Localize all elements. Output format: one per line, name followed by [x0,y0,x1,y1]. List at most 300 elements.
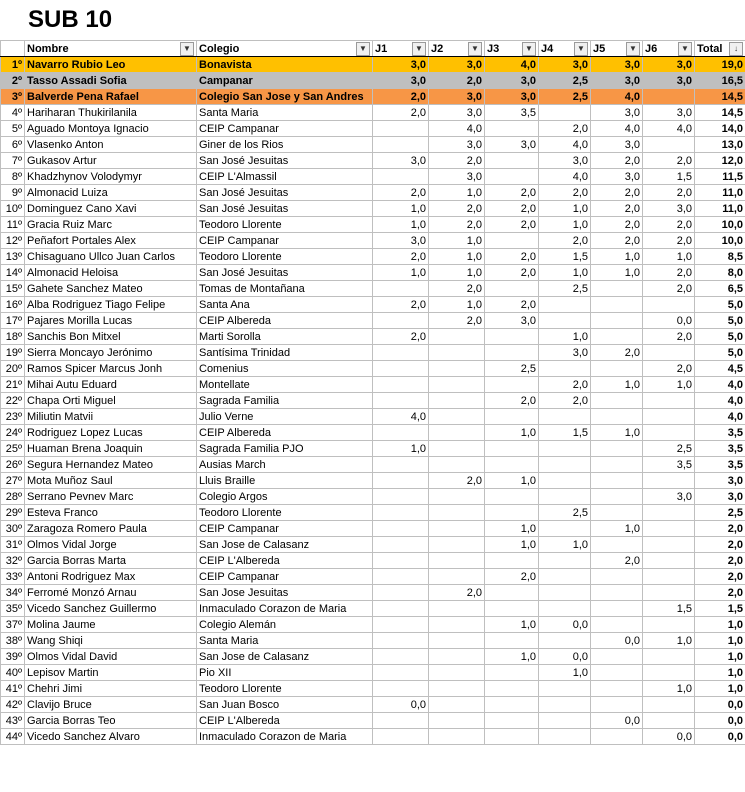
j1-cell[interactable]: 2,0 [373,89,429,105]
rank-cell[interactable]: 16º [1,297,25,313]
j6-cell[interactable]: 1,5 [643,601,695,617]
total-cell[interactable]: 8,0 [695,265,745,281]
j1-cell[interactable]: 2,0 [373,297,429,313]
j5-cell[interactable] [591,537,643,553]
j2-cell[interactable] [429,457,485,473]
j2-cell[interactable] [429,393,485,409]
j4-cell[interactable] [539,601,591,617]
school-cell[interactable]: Tomas de Montañana [197,281,373,297]
j5-cell[interactable] [591,393,643,409]
j3-cell[interactable] [485,489,539,505]
total-cell[interactable]: 4,5 [695,361,745,377]
j3-cell[interactable] [485,729,539,745]
j4-cell[interactable]: 1,0 [539,265,591,281]
name-cell[interactable]: Chehri Jimi [25,681,197,697]
rank-cell[interactable]: 23º [1,409,25,425]
total-cell[interactable]: 2,0 [695,553,745,569]
total-cell[interactable]: 2,5 [695,505,745,521]
j3-cell[interactable]: 2,0 [485,249,539,265]
j4-cell[interactable]: 2,0 [539,377,591,393]
rank-cell[interactable]: 34º [1,585,25,601]
total-cell[interactable]: 5,0 [695,329,745,345]
name-cell[interactable]: Pajares Morilla Lucas [25,313,197,329]
j5-cell[interactable]: 3,0 [591,73,643,89]
total-cell[interactable]: 5,0 [695,345,745,361]
name-cell[interactable]: Clavijo Bruce [25,697,197,713]
name-cell[interactable]: Vicedo Sanchez Alvaro [25,729,197,745]
j2-cell[interactable] [429,713,485,729]
j1-cell[interactable] [373,169,429,185]
total-cell[interactable]: 4,0 [695,377,745,393]
total-cell[interactable]: 14,5 [695,89,745,105]
j5-cell[interactable]: 3,0 [591,169,643,185]
j5-cell[interactable] [591,697,643,713]
j5-cell[interactable]: 4,0 [591,89,643,105]
j3-cell[interactable] [485,121,539,137]
j2-cell[interactable] [429,649,485,665]
name-cell[interactable]: Sanchis Bon Mitxel [25,329,197,345]
j1-cell[interactable] [373,345,429,361]
total-cell[interactable]: 12,0 [695,153,745,169]
j3-cell[interactable] [485,665,539,681]
name-cell[interactable]: Hariharan Thukirilanila [25,105,197,121]
j3-cell[interactable] [485,713,539,729]
j2-cell[interactable]: 2,0 [429,153,485,169]
school-cell[interactable]: Julio Verne [197,409,373,425]
j5-cell[interactable] [591,681,643,697]
rank-cell[interactable]: 28º [1,489,25,505]
total-cell[interactable]: 3,5 [695,425,745,441]
name-cell[interactable]: Almonacid Luiza [25,185,197,201]
j1-cell[interactable] [373,521,429,537]
school-cell[interactable]: San José Jesuitas [197,201,373,217]
total-cell[interactable]: 10,0 [695,217,745,233]
total-cell[interactable]: 10,0 [695,233,745,249]
j6-cell[interactable] [643,697,695,713]
j5-cell[interactable]: 3,0 [591,57,643,73]
j4-cell[interactable] [539,681,591,697]
j4-cell[interactable] [539,473,591,489]
rank-cell[interactable]: 27º [1,473,25,489]
j6-cell[interactable] [643,345,695,361]
j3-cell[interactable]: 3,0 [485,313,539,329]
j4-cell[interactable] [539,409,591,425]
name-cell[interactable]: Wang Shiqi [25,633,197,649]
j3-cell[interactable]: 2,0 [485,393,539,409]
rank-cell[interactable]: 17º [1,313,25,329]
j4-cell[interactable]: 2,0 [539,393,591,409]
j3-cell[interactable]: 3,0 [485,73,539,89]
rank-cell[interactable]: 21º [1,377,25,393]
j1-cell[interactable]: 2,0 [373,185,429,201]
name-cell[interactable]: Navarro Rubio Leo [25,57,197,73]
j6-cell[interactable]: 2,5 [643,441,695,457]
name-cell[interactable]: Dominguez Cano Xavi [25,201,197,217]
total-cell[interactable]: 2,0 [695,521,745,537]
total-header[interactable] [695,41,745,57]
j6-cell[interactable] [643,553,695,569]
j5-cell[interactable] [591,441,643,457]
j2-cell[interactable]: 3,0 [429,169,485,185]
j3-cell[interactable] [485,153,539,169]
j1-cell[interactable] [373,537,429,553]
j1-cell[interactable] [373,601,429,617]
j2-cell[interactable] [429,505,485,521]
name-cell[interactable]: Miliutin Matvii [25,409,197,425]
rank-cell[interactable]: 44º [1,729,25,745]
total-cell[interactable]: 1,0 [695,649,745,665]
j4-cell[interactable] [539,105,591,121]
j1-cell[interactable]: 3,0 [373,153,429,169]
school-cell[interactable]: CEIP Campanar [197,521,373,537]
j3-cell[interactable]: 1,0 [485,537,539,553]
school-cell[interactable]: Teodoro Llorente [197,681,373,697]
j4-header[interactable] [539,41,591,57]
school-cell[interactable]: San Juan Bosco [197,697,373,713]
j1-cell[interactable]: 3,0 [373,73,429,89]
j5-cell[interactable]: 3,0 [591,105,643,121]
j2-cell[interactable] [429,633,485,649]
j6-cell[interactable] [643,505,695,521]
j5-cell[interactable]: 1,0 [591,377,643,393]
j3-cell[interactable]: 2,0 [485,265,539,281]
j1-cell[interactable] [373,681,429,697]
name-cell[interactable]: Chapa Orti Miguel [25,393,197,409]
j4-cell[interactable]: 1,5 [539,249,591,265]
name-cell[interactable]: Alba Rodriguez Tiago Felipe [25,297,197,313]
school-cell[interactable]: Pio XII [197,665,373,681]
name-cell[interactable]: Vicedo Sanchez Guillermo [25,601,197,617]
j5-header[interactable] [591,41,643,57]
rank-cell[interactable]: 25º [1,441,25,457]
name-cell[interactable]: Segura Hernandez Mateo [25,457,197,473]
j6-cell[interactable] [643,425,695,441]
j2-cell[interactable] [429,569,485,585]
j5-cell[interactable] [591,297,643,313]
rank-cell[interactable]: 14º [1,265,25,281]
rank-cell[interactable]: 22º [1,393,25,409]
total-cell[interactable]: 1,0 [695,633,745,649]
total-cell[interactable]: 4,0 [695,409,745,425]
j3-cell[interactable] [485,377,539,393]
j1-cell[interactable] [373,281,429,297]
j2-cell[interactable] [429,697,485,713]
j3-cell[interactable] [485,553,539,569]
j1-header[interactable] [373,41,429,57]
colegio-header[interactable] [197,41,373,57]
j6-cell[interactable]: 3,5 [643,457,695,473]
rank-cell[interactable]: 6º [1,137,25,153]
j1-cell[interactable] [373,137,429,153]
name-cell[interactable]: Antoni Rodriguez Max [25,569,197,585]
school-cell[interactable]: Lluis Braille [197,473,373,489]
j2-cell[interactable]: 1,0 [429,185,485,201]
j2-cell[interactable]: 3,0 [429,89,485,105]
j2-cell[interactable] [429,409,485,425]
j6-cell[interactable] [643,521,695,537]
j6-header[interactable] [643,41,695,57]
total-cell[interactable]: 0,0 [695,713,745,729]
j2-cell[interactable] [429,441,485,457]
school-cell[interactable]: CEIP L'Albereda [197,553,373,569]
school-cell[interactable]: CEIP L'Almassil [197,169,373,185]
j3-cell[interactable]: 3,0 [485,89,539,105]
total-cell[interactable]: 3,5 [695,457,745,473]
j3-cell[interactable] [485,233,539,249]
j2-cell[interactable] [429,681,485,697]
j5-cell[interactable]: 2,0 [591,217,643,233]
rank-cell[interactable]: 13º [1,249,25,265]
j5-cell[interactable] [591,281,643,297]
j2-cell[interactable]: 2,0 [429,313,485,329]
j1-cell[interactable]: 2,0 [373,105,429,121]
school-cell[interactable]: CEIP Albereda [197,313,373,329]
rank-cell[interactable]: 20º [1,361,25,377]
name-cell[interactable]: Ferromé Monzó Arnau [25,585,197,601]
j4-cell[interactable]: 2,5 [539,73,591,89]
j6-cell[interactable] [643,409,695,425]
j3-cell[interactable]: 2,0 [485,217,539,233]
school-cell[interactable]: Santa Maria [197,633,373,649]
total-cell[interactable]: 16,5 [695,73,745,89]
total-cell[interactable]: 3,0 [695,473,745,489]
school-cell[interactable]: Santa Maria [197,105,373,121]
school-cell[interactable]: CEIP Campanar [197,121,373,137]
j5-cell[interactable] [591,313,643,329]
j3-cell[interactable]: 1,0 [485,649,539,665]
rank-cell[interactable]: 10º [1,201,25,217]
j5-cell[interactable] [591,665,643,681]
j4-cell[interactable]: 2,0 [539,121,591,137]
j4-cell[interactable] [539,585,591,601]
j6-cell[interactable]: 4,0 [643,121,695,137]
school-cell[interactable]: Teodoro Llorente [197,249,373,265]
j6-cell[interactable] [643,585,695,601]
j1-cell[interactable] [373,489,429,505]
j5-cell[interactable] [591,505,643,521]
name-cell[interactable]: Zaragoza Romero Paula [25,521,197,537]
name-cell[interactable]: Chisaguano Ullco Juan Carlos [25,249,197,265]
j4-cell[interactable] [539,553,591,569]
j3-cell[interactable] [485,457,539,473]
j1-cell[interactable]: 1,0 [373,201,429,217]
sort-descending-icon[interactable]: ↓ [729,42,743,56]
j4-cell[interactable]: 2,5 [539,281,591,297]
total-cell[interactable]: 6,5 [695,281,745,297]
j1-cell[interactable]: 1,0 [373,265,429,281]
total-cell[interactable]: 0,0 [695,697,745,713]
j4-cell[interactable]: 3,0 [539,345,591,361]
name-cell[interactable]: Gahete Sanchez Mateo [25,281,197,297]
j2-cell[interactable]: 3,0 [429,57,485,73]
j2-cell[interactable] [429,425,485,441]
school-cell[interactable]: CEIP Albereda [197,425,373,441]
j2-cell[interactable] [429,329,485,345]
j4-cell[interactable] [539,697,591,713]
filter-dropdown-icon[interactable]: ▼ [468,42,482,56]
school-cell[interactable]: Teodoro Llorente [197,217,373,233]
school-cell[interactable]: Giner de los Rios [197,137,373,153]
j1-cell[interactable]: 3,0 [373,233,429,249]
j6-cell[interactable] [643,617,695,633]
j1-cell[interactable] [373,729,429,745]
j4-cell[interactable] [539,713,591,729]
j5-cell[interactable]: 2,0 [591,185,643,201]
j1-cell[interactable] [373,361,429,377]
total-cell[interactable]: 11,0 [695,201,745,217]
j5-cell[interactable] [591,585,643,601]
j6-cell[interactable]: 2,0 [643,361,695,377]
j4-cell[interactable] [539,297,591,313]
school-cell[interactable]: Comenius [197,361,373,377]
j3-cell[interactable] [485,697,539,713]
j2-cell[interactable] [429,377,485,393]
j2-cell[interactable]: 2,0 [429,473,485,489]
name-cell[interactable]: Tasso Assadi Sofia [25,73,197,89]
rank-cell[interactable]: 30º [1,521,25,537]
j6-cell[interactable] [643,473,695,489]
filter-dropdown-icon[interactable]: ▼ [356,42,370,56]
j4-cell[interactable] [539,633,591,649]
name-cell[interactable]: Mihai Autu Eduard [25,377,197,393]
j5-cell[interactable] [591,569,643,585]
j2-cell[interactable]: 2,0 [429,201,485,217]
school-cell[interactable]: CEIP L'Albereda [197,713,373,729]
name-cell[interactable]: Gukasov Artur [25,153,197,169]
j4-cell[interactable]: 3,0 [539,57,591,73]
rank-cell[interactable]: 41º [1,681,25,697]
rank-cell[interactable]: 9º [1,185,25,201]
j6-cell[interactable]: 2,0 [643,153,695,169]
j4-cell[interactable] [539,489,591,505]
j2-cell[interactable]: 1,0 [429,297,485,313]
j2-cell[interactable]: 1,0 [429,265,485,281]
j6-cell[interactable]: 0,0 [643,729,695,745]
j2-cell[interactable] [429,665,485,681]
j1-cell[interactable] [373,425,429,441]
j2-cell[interactable] [429,729,485,745]
rank-header[interactable] [1,41,25,57]
name-cell[interactable]: Peñafort Portales Alex [25,233,197,249]
j1-cell[interactable]: 3,0 [373,57,429,73]
name-cell[interactable]: Khadzhynov Volodymyr [25,169,197,185]
j3-cell[interactable] [485,345,539,361]
name-cell[interactable]: Ramos Spicer Marcus Jonh [25,361,197,377]
rank-cell[interactable]: 5º [1,121,25,137]
j4-cell[interactable]: 4,0 [539,169,591,185]
total-cell[interactable]: 1,5 [695,601,745,617]
name-cell[interactable]: Huaman Brena Joaquin [25,441,197,457]
j6-cell[interactable]: 2,0 [643,233,695,249]
j5-cell[interactable]: 2,0 [591,345,643,361]
j1-cell[interactable] [373,649,429,665]
j2-cell[interactable]: 1,0 [429,233,485,249]
name-cell[interactable]: Rodriguez Lopez Lucas [25,425,197,441]
school-cell[interactable]: Santa Ana [197,297,373,313]
j3-cell[interactable] [485,633,539,649]
j5-cell[interactable]: 1,0 [591,265,643,281]
name-cell[interactable]: Vlasenko Anton [25,137,197,153]
name-cell[interactable]: Aguado Montoya Ignacio [25,121,197,137]
rank-cell[interactable]: 29º [1,505,25,521]
j1-cell[interactable] [373,585,429,601]
rank-cell[interactable]: 11º [1,217,25,233]
j5-cell[interactable] [591,489,643,505]
rank-cell[interactable]: 4º [1,105,25,121]
rank-cell[interactable]: 26º [1,457,25,473]
j1-cell[interactable] [373,665,429,681]
j4-cell[interactable]: 1,0 [539,665,591,681]
school-cell[interactable]: Ausias March [197,457,373,473]
j5-cell[interactable] [591,649,643,665]
j2-cell[interactable] [429,617,485,633]
j1-cell[interactable]: 1,0 [373,441,429,457]
j4-cell[interactable] [539,361,591,377]
j1-cell[interactable] [373,553,429,569]
rank-cell[interactable]: 31º [1,537,25,553]
name-cell[interactable]: Balverde Pena Rafael [25,89,197,105]
j6-cell[interactable] [643,649,695,665]
school-cell[interactable]: Marti Sorolla [197,329,373,345]
j4-cell[interactable] [539,569,591,585]
j3-cell[interactable]: 4,0 [485,57,539,73]
j5-cell[interactable]: 2,0 [591,153,643,169]
j6-cell[interactable]: 2,0 [643,265,695,281]
school-cell[interactable]: Sagrada Familia PJO [197,441,373,457]
j4-cell[interactable] [539,521,591,537]
j6-cell[interactable]: 2,0 [643,185,695,201]
j6-cell[interactable]: 2,0 [643,281,695,297]
school-cell[interactable]: San José Jesuitas [197,185,373,201]
j2-cell[interactable] [429,553,485,569]
rank-cell[interactable]: 3º [1,89,25,105]
j6-cell[interactable]: 1,0 [643,681,695,697]
j5-cell[interactable] [591,409,643,425]
j2-cell[interactable]: 2,0 [429,281,485,297]
filter-dropdown-icon[interactable]: ▼ [626,42,640,56]
total-cell[interactable]: 13,0 [695,137,745,153]
rank-cell[interactable]: 1º [1,57,25,73]
j3-cell[interactable]: 2,0 [485,201,539,217]
total-cell[interactable]: 14,5 [695,105,745,121]
j5-cell[interactable] [591,473,643,489]
school-cell[interactable]: CEIP Campanar [197,233,373,249]
j4-cell[interactable]: 2,0 [539,233,591,249]
name-cell[interactable]: Molina Jaume [25,617,197,633]
rank-cell[interactable]: 39º [1,649,25,665]
j1-cell[interactable]: 2,0 [373,249,429,265]
j6-cell[interactable] [643,297,695,313]
j5-cell[interactable] [591,617,643,633]
total-cell[interactable]: 2,0 [695,569,745,585]
j3-cell[interactable]: 3,0 [485,137,539,153]
rank-cell[interactable]: 12º [1,233,25,249]
rank-cell[interactable]: 35º [1,601,25,617]
filter-dropdown-icon[interactable]: ▼ [180,42,194,56]
j2-cell[interactable]: 2,0 [429,217,485,233]
j2-cell[interactable]: 3,0 [429,105,485,121]
j5-cell[interactable] [591,361,643,377]
j2-cell[interactable]: 3,0 [429,137,485,153]
j5-cell[interactable]: 1,0 [591,521,643,537]
j1-cell[interactable]: 2,0 [373,329,429,345]
school-cell[interactable]: San Jose de Calasanz [197,537,373,553]
rank-cell[interactable]: 19º [1,345,25,361]
j3-cell[interactable] [485,281,539,297]
school-cell[interactable]: Colegio San Jose y San Andres [197,89,373,105]
j3-cell[interactable] [485,505,539,521]
name-cell[interactable]: Sierra Moncayo Jerónimo [25,345,197,361]
